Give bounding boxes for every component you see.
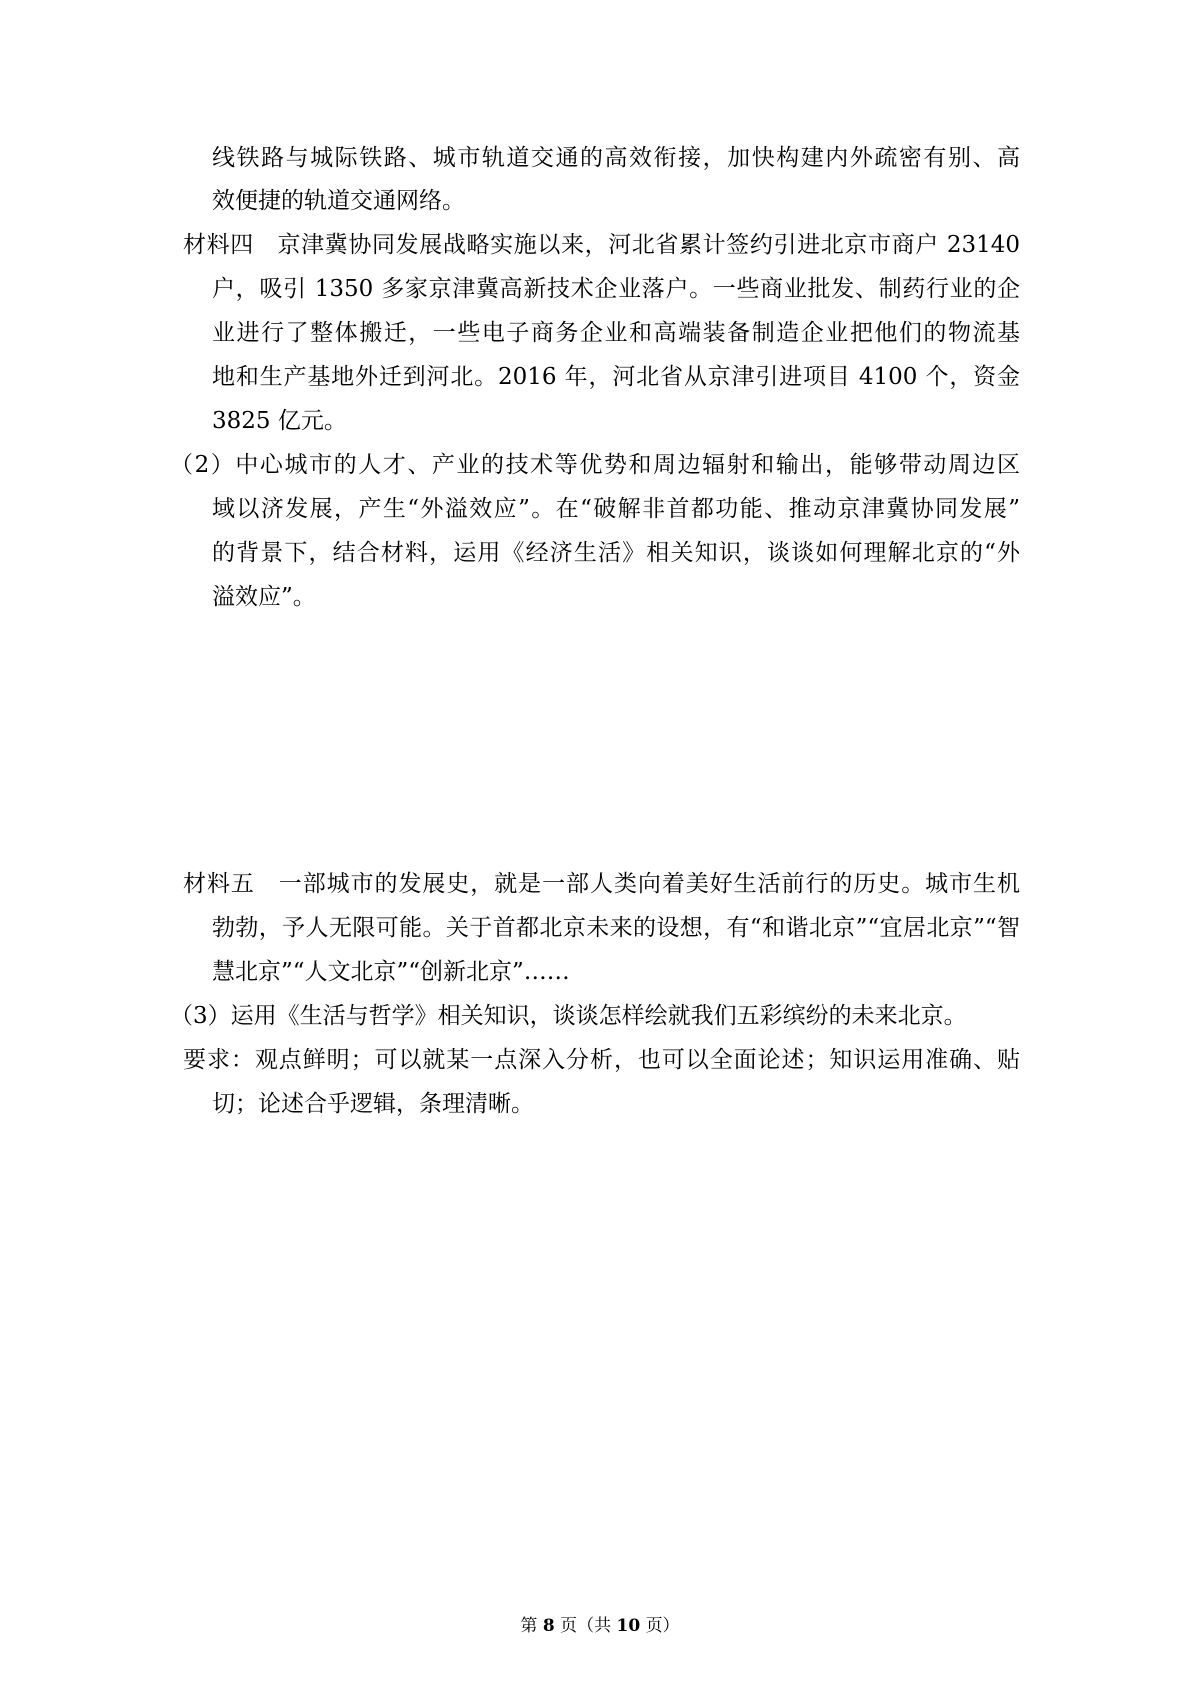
continuation-line-2: 效便捷的轨道交通网络。: [212, 188, 465, 214]
footer-total-pages: 10: [616, 1616, 641, 1636]
footer-middle: 页（共: [560, 1616, 612, 1636]
footer-page-number: 8: [542, 1616, 555, 1636]
question3-text: （3）运用《生活与哲学》相关知识，谈谈怎样绘就我们五彩缤纷的未来北京。: [170, 1003, 967, 1029]
requirement-line-2: 切；论述合乎逻辑，条理清晰。: [212, 1091, 534, 1117]
footer-prefix: 第: [520, 1616, 538, 1636]
footer-suffix: 页）: [645, 1616, 680, 1636]
question2-line-2: 域以济发展，产生“外溢效应”。在“破解非首都功能、推动京津冀协同发展”: [212, 496, 1020, 522]
material4-line-2: 户，吸引 1350 多家京津冀高新技术企业落户。一些商业批发、制药行业的企: [212, 276, 1020, 302]
material4-line-3: 业进行了整体搬迁，一些电子商务企业和高端装备制造企业把他们的物流基: [212, 320, 1020, 346]
page-footer: [0, 1615, 1200, 1637]
material4-line-5: 3825 亿元。: [212, 408, 347, 434]
question2-line-3: 的背景下，结合材料，运用《经济生活》相关知识，谈谈如何理解北京的“外: [212, 540, 1020, 566]
material4-line-4: 地和生产基地外迁到河北。2016 年，河北省从京津引进项目 4100 个，资金: [212, 364, 1020, 390]
question2-line-4: 溢效应”。: [212, 584, 316, 610]
material5-line-1: 材料五 一部城市的发展史，就是一部人类向着美好生活前行的历史。城市生机: [183, 871, 1020, 897]
material5-line-2: 勃勃，予人无限可能。关于首都北京未来的设想，有“和谐北京”“宜居北京”“智: [212, 915, 1020, 941]
material4-line-1: 材料四 京津冀协同发展战略实施以来，河北省累计签约引进北京市商户 23140: [183, 232, 1020, 258]
material5-line-3: 慧北京”“人文北京”“创新北京”……: [212, 959, 570, 985]
continuation-line-1: 线铁路与城际铁路、城市轨道交通的高效衔接，加快构建内外疏密有别、高: [212, 145, 1020, 171]
requirement-line-1: 要求：观点鲜明；可以就某一点深入分析，也可以全面论述；知识运用准确、贴: [183, 1047, 1020, 1073]
question2-line-1: （2）中心城市的人才、产业的技术等优势和周边辐射和输出，能够带动周边区: [170, 452, 1020, 478]
